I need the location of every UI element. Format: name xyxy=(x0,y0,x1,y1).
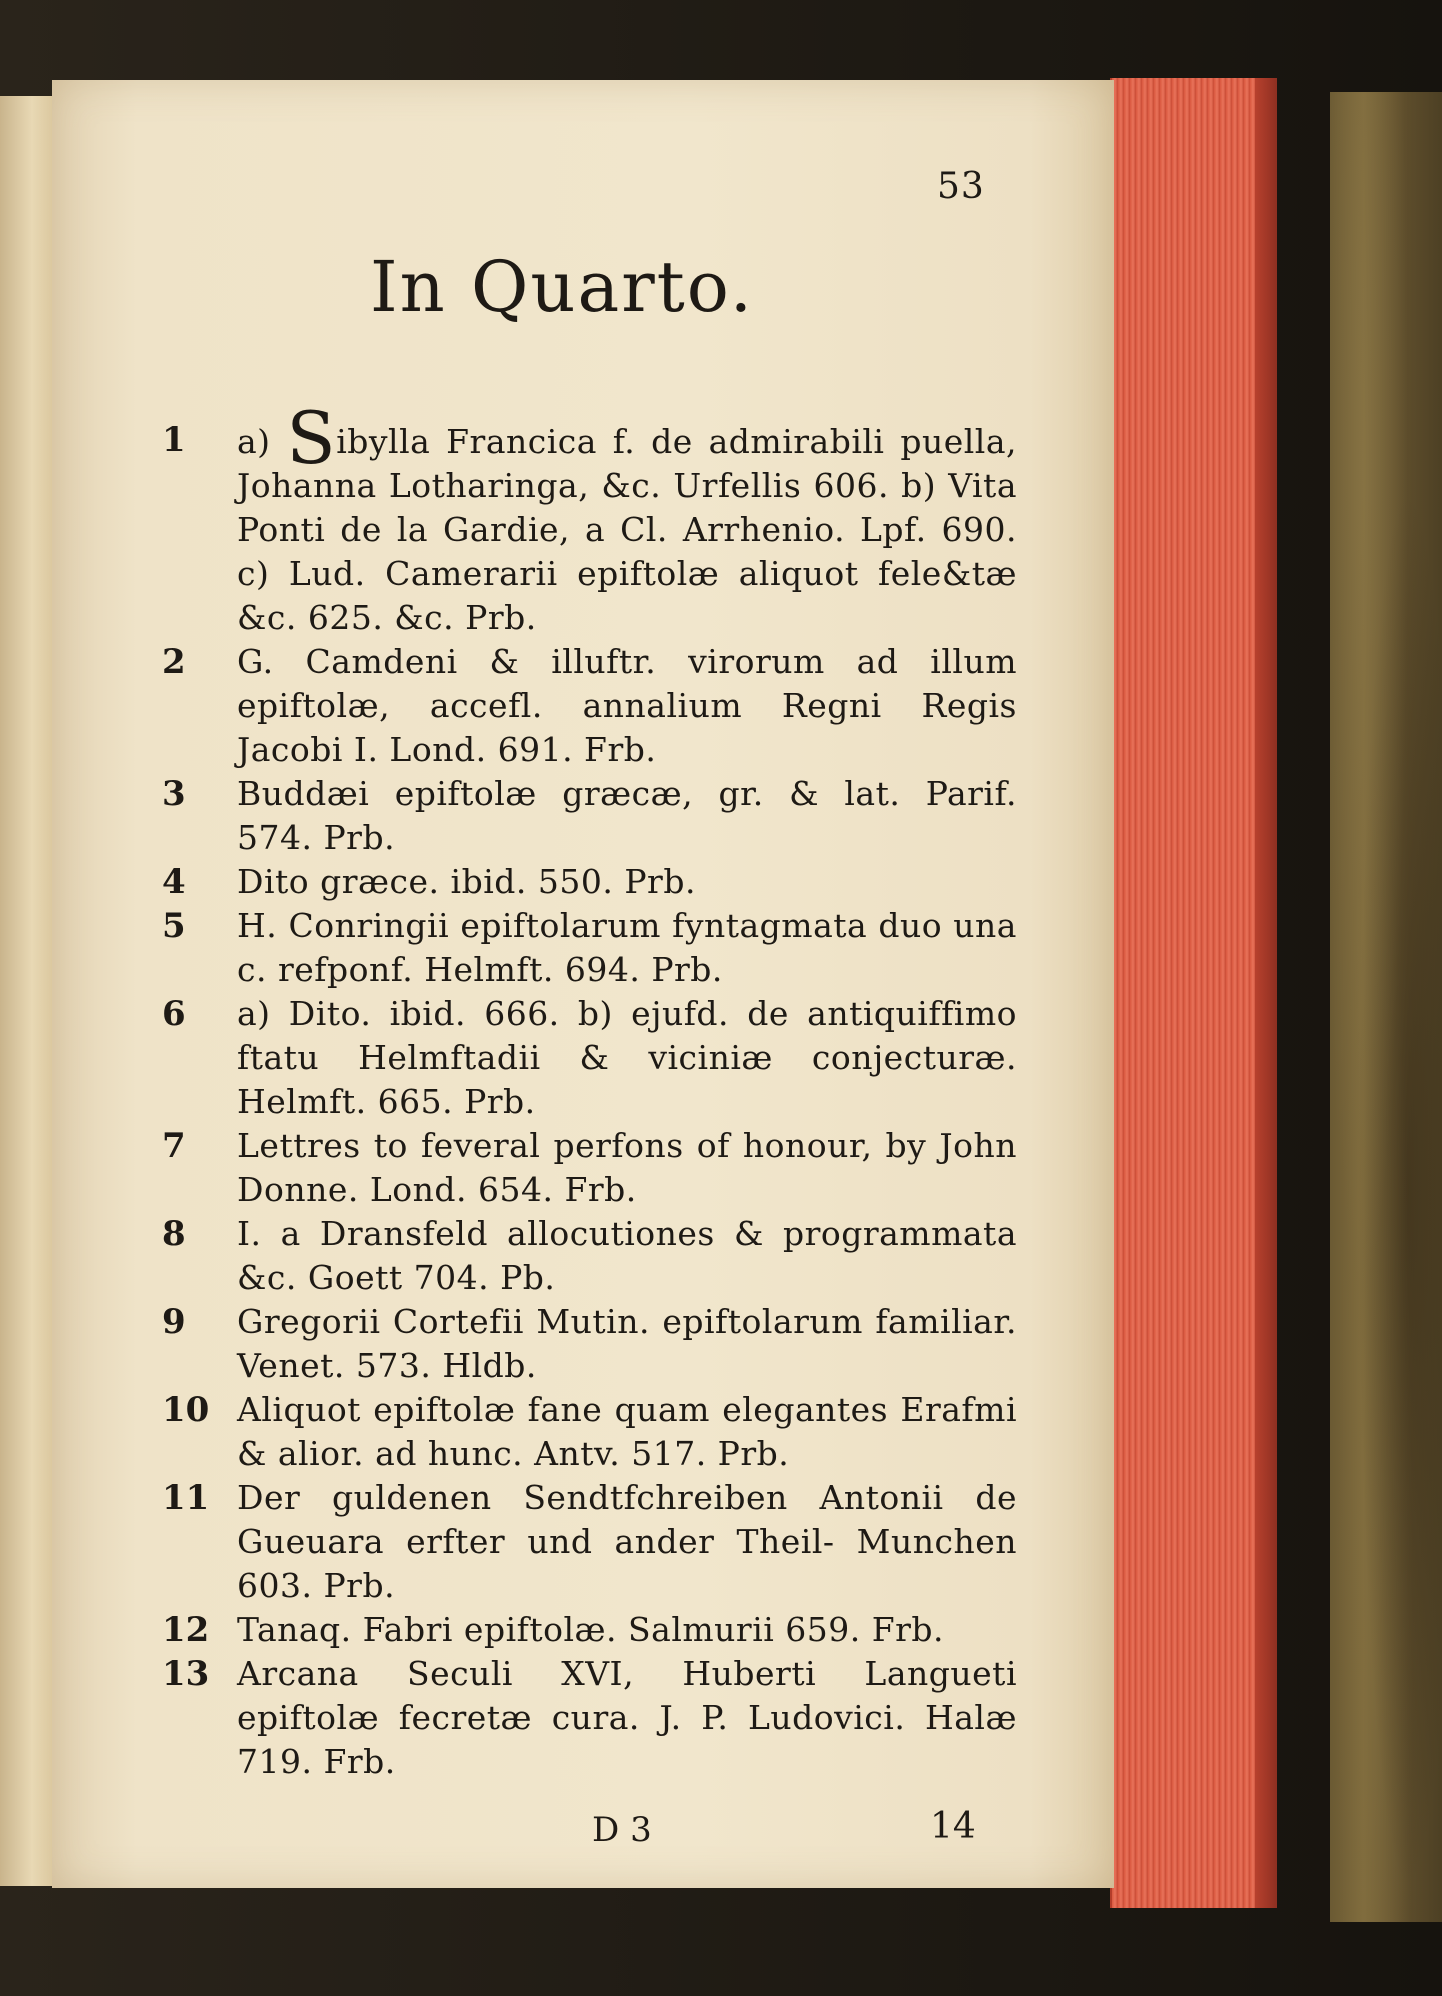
entry-text: Gregorii Cortefii Mutin. epiftolarum familiar. Venet. 573. Hldb. xyxy=(237,1302,1017,1385)
list-item xyxy=(52,1300,1114,1388)
list-item xyxy=(52,1608,1114,1652)
red-page-edges xyxy=(1110,78,1277,1908)
entry-text: H. Conringii epiftolarum fyntagmata duo una c. refponf. Helmft. 694. Prb. xyxy=(237,906,1017,989)
signature-mark: D 3 xyxy=(592,1810,652,1850)
entry-number: 3 xyxy=(162,774,186,814)
entry-number: 7 xyxy=(162,1126,186,1166)
list-item xyxy=(52,992,1114,1124)
entry-text: I. a Dransfeld allocutiones & programmata &c. Goett 704. Pb. xyxy=(237,1214,1017,1297)
entry-text: Aliquot epiftolæ fane quam elegantes Erafmi & alior. ad hunc. Antv. 517. Prb. xyxy=(237,1390,1017,1473)
book-page xyxy=(52,80,1114,1888)
page-title: In Quarto. xyxy=(370,246,754,328)
entry-text: a) Sibylla Francica f. de admirabili puella, Johanna Lotharinga, &c. Urfellis 606. b) Vita Ponti de la Gardie, a Cl. Arrhenio. Lpf. 690. c) Lud. Camerarii epiftolæ aliquot fele&tæ &c. 625. &c. Prb. xyxy=(237,396,1017,637)
entry-text: a) Dito. ibid. 666. b) ejufd. de antiquiffimo ftatu Helmftadii & viciniæ conjecturæ. Helmft. 665. Prb. xyxy=(237,994,1017,1121)
entry-number: 11 xyxy=(162,1478,210,1518)
list-item xyxy=(52,860,1114,904)
entry-number: 4 xyxy=(162,862,186,902)
facing-page-edge xyxy=(0,96,60,1886)
entry-number: 12 xyxy=(162,1610,210,1650)
entry-text: Tanaq. Fabri epiftolæ. Salmurii 659. Frb. xyxy=(237,1610,945,1649)
entry-text: Arcana Seculi XVI, Huberti Langueti epiftolæ fecretæ cura. J. P. Ludovici. Halæ 719. Frb. xyxy=(237,1654,1017,1781)
back-cover xyxy=(1330,92,1442,1922)
catchword: 14 xyxy=(930,1806,976,1847)
entry-text: Buddæi epiftolæ græcæ, gr. & lat. Parif. 574. Prb. xyxy=(237,774,1017,857)
entry-number: 6 xyxy=(162,994,186,1034)
entry-number: 8 xyxy=(162,1214,186,1254)
entry-text: Lettres to feveral perfons of honour, by John Donne. Lond. 654. Frb. xyxy=(237,1126,1017,1209)
page-number: 53 xyxy=(937,166,985,207)
drop-cap: S xyxy=(286,396,337,480)
entry-number: 5 xyxy=(162,906,186,946)
list-item xyxy=(52,1388,1114,1476)
entry-text-rest: ibylla Francica f. de admirabili puella, Johanna Lotharinga, &c. Urfellis 606. b) Vita Ponti de la Gardie, a Cl. Arrhenio. Lpf. 690. c) Lud. Camerarii epiftolæ aliquot fele&tæ &c. 625. &c. Prb. xyxy=(237,422,1017,637)
list-item xyxy=(52,904,1114,992)
entry-number: 9 xyxy=(162,1302,186,1342)
entry-number: 1 xyxy=(162,420,186,460)
entry-list xyxy=(52,396,1114,1784)
list-item xyxy=(52,1212,1114,1300)
list-item xyxy=(52,640,1114,772)
list-item xyxy=(52,1476,1114,1608)
list-item xyxy=(52,1652,1114,1784)
entry-text: Der guldenen Sendtfchreiben Antonii de Gueuara erfter und ander Theil- Munchen 603. Prb. xyxy=(237,1478,1017,1605)
list-item xyxy=(52,772,1114,860)
list-item xyxy=(52,396,1114,640)
entry-number: 2 xyxy=(162,642,186,682)
entry-text: G. Camdeni & illuftr. virorum ad illum epiftolæ, accefl. annalium Regni Regis Jacobi I. Lond. 691. Frb. xyxy=(237,642,1017,769)
list-item xyxy=(52,1124,1114,1212)
entry-text: Dito græce. ibid. 550. Prb. xyxy=(237,862,696,901)
entry-number: 10 xyxy=(162,1390,210,1430)
entry-number: 13 xyxy=(162,1654,210,1694)
